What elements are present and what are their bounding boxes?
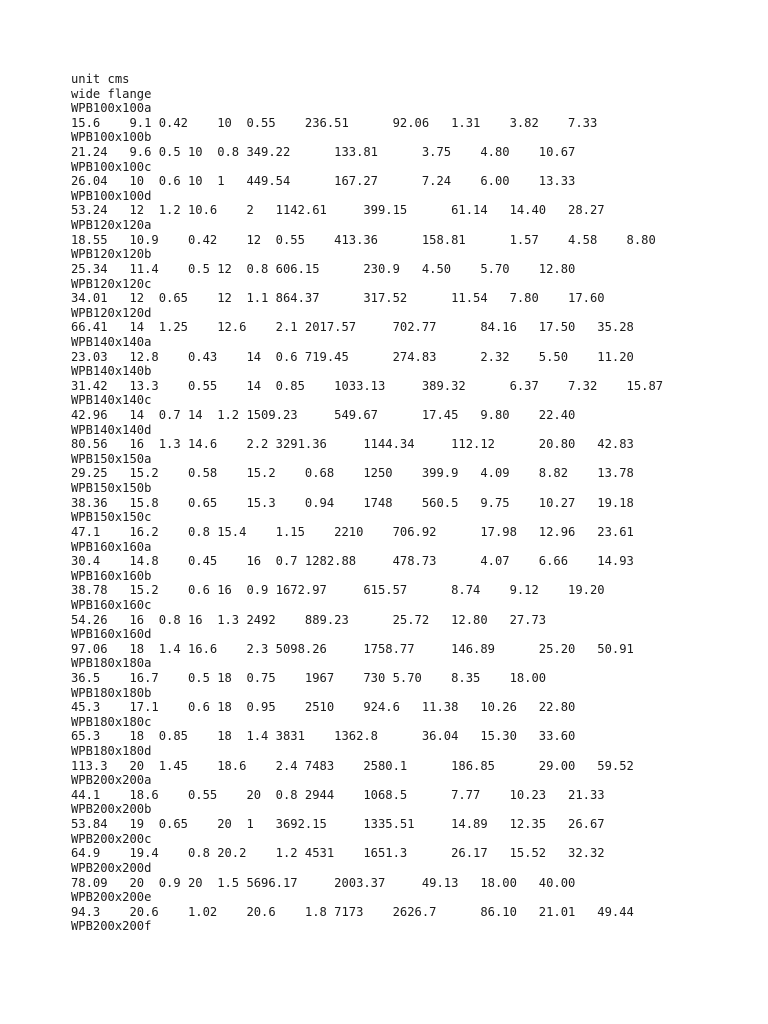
document-line: 78.09 20 0.9 20 1.5 5696.17 2003.37 49.13 18.00 40.00 (71, 875, 576, 890)
document-line: 36.5 16.7 0.5 18 0.75 1967 730 5.70 8.35 18.00 (71, 670, 547, 685)
document-line: 44.1 18.6 0.55 20 0.8 2944 1068.5 7.77 10.23 21.33 (71, 787, 605, 802)
document-line: WPB120x120c (71, 276, 152, 291)
document-line: 47.1 16.2 0.8 15.4 1.15 2210 706.92 17.98 12.96 23.61 (71, 524, 634, 539)
document-line: WPB140x140a (71, 334, 152, 349)
document-line: WPB200x200b (71, 802, 152, 817)
unit-line: unit cms (71, 72, 130, 86)
document-line: WPB150x150c (71, 510, 152, 525)
document-line: WPB100x100b (71, 130, 152, 145)
document-line: 31.42 13.3 0.55 14 0.85 1033.13 389.32 6.37 7.32 15.87 (71, 378, 664, 393)
document-line: 18.55 10.9 0.42 12 0.55 413.36 158.81 1.57 4.58 8.80 (71, 232, 656, 247)
document-line: 53.84 19 0.65 20 1 3692.15 1335.51 14.89 12.35 26.67 (71, 817, 605, 832)
document-line: WPB180x180c (71, 714, 152, 729)
document-line: WPB120x120b (71, 247, 152, 262)
document-line: WPB180x180a (71, 656, 152, 671)
document-line: 53.24 12 1.2 10.6 2 1142.61 399.15 61.14 14.40 28.27 (71, 203, 605, 218)
document-line: 30.4 14.8 0.45 16 0.7 1282.88 478.73 4.07 6.66 14.93 (71, 554, 634, 569)
document-line: WPB140x140c (71, 393, 152, 408)
document-line: 38.78 15.2 0.6 16 0.9 1672.97 615.57 8.74 9.12 19.20 (71, 583, 605, 598)
document-line: 97.06 18 1.4 16.6 2.3 5098.26 1758.77 146.89 25.20 50.91 (71, 641, 634, 656)
document-line: WPB100x100a (71, 101, 152, 116)
document-line: WPB200x200e (71, 890, 152, 905)
document-line: WPB160x160c (71, 597, 152, 612)
document-line: WPB160x160d (71, 627, 152, 642)
document-line: WPB160x160a (71, 539, 152, 554)
document-line: 45.3 17.1 0.6 18 0.95 2510 924.6 11.38 10.26 22.80 (71, 700, 576, 715)
document-line: WPB120x120a (71, 218, 152, 233)
document-line: WPB200x200a (71, 773, 152, 788)
document-line: 64.9 19.4 0.8 20.2 1.2 4531 1651.3 26.17 15.52 32.32 (71, 846, 605, 861)
document-line: 54.26 16 0.8 16 1.3 2492 889.23 25.72 12.80 27.73 (71, 612, 547, 627)
document-line: WPB140x140d (71, 422, 152, 437)
document-line: 94.3 20.6 1.02 20.6 1.8 7173 2626.7 86.10 21.01 49.44 (71, 904, 634, 919)
section-title: wide flange (71, 86, 152, 101)
document-line: WPB160x160b (71, 568, 152, 583)
document-line: WPB150x150b (71, 481, 152, 496)
document-line: WPB200x200d (71, 860, 152, 875)
document-line: 15.6 9.1 0.42 10 0.55 236.51 92.06 1.31 3.82 7.33 (71, 115, 598, 130)
document-line: WPB200x200f (71, 919, 152, 934)
document-line: 34.01 12 0.65 12 1.1 864.37 317.52 11.54 7.80 17.60 (71, 291, 605, 306)
document-line: 29.25 15.2 0.58 15.2 0.68 1250 399.9 4.09 8.82 13.78 (71, 466, 634, 481)
document-line: WPB120x120d (71, 305, 152, 320)
document-line: 21.24 9.6 0.5 10 0.8 349.22 133.81 3.75 4.80 10.67 (71, 145, 576, 160)
document-line: WPB140x140b (71, 364, 152, 379)
document-line: 38.36 15.8 0.65 15.3 0.94 1748 560.5 9.75 10.27 19.18 (71, 495, 634, 510)
document-line: WPB180x180b (71, 685, 152, 700)
document-line: 42.96 14 0.7 14 1.2 1509.23 549.67 17.45 9.80 22.40 (71, 408, 576, 423)
document-line: 23.03 12.8 0.43 14 0.6 719.45 274.83 2.32 5.50 11.20 (71, 349, 634, 364)
document-line: WPB200x200c (71, 831, 152, 846)
document-line: WPB100x100c (71, 159, 152, 174)
document-line: 113.3 20 1.45 18.6 2.4 7483 2580.1 186.85 29.00 59.52 (71, 758, 634, 773)
document-line: WPB150x150a (71, 451, 152, 466)
document-line: 80.56 16 1.3 14.6 2.2 3291.36 1144.34 112.12 20.80 42.83 (71, 437, 634, 452)
document-line: WPB180x180d (71, 744, 152, 759)
document-line: 65.3 18 0.85 18 1.4 3831 1362.8 36.04 15.30 33.60 (71, 729, 576, 744)
document-line: 66.41 14 1.25 12.6 2.1 2017.57 702.77 84.16 17.50 35.28 (71, 320, 634, 335)
document-line: 25.34 11.4 0.5 12 0.8 606.15 230.9 4.50 5.70 12.80 (71, 261, 576, 276)
document-line: WPB100x100d (71, 188, 152, 203)
document-text (71, 72, 751, 934)
document-line: 26.04 10 0.6 10 1 449.54 167.27 7.24 6.00 13.33 (71, 174, 576, 189)
